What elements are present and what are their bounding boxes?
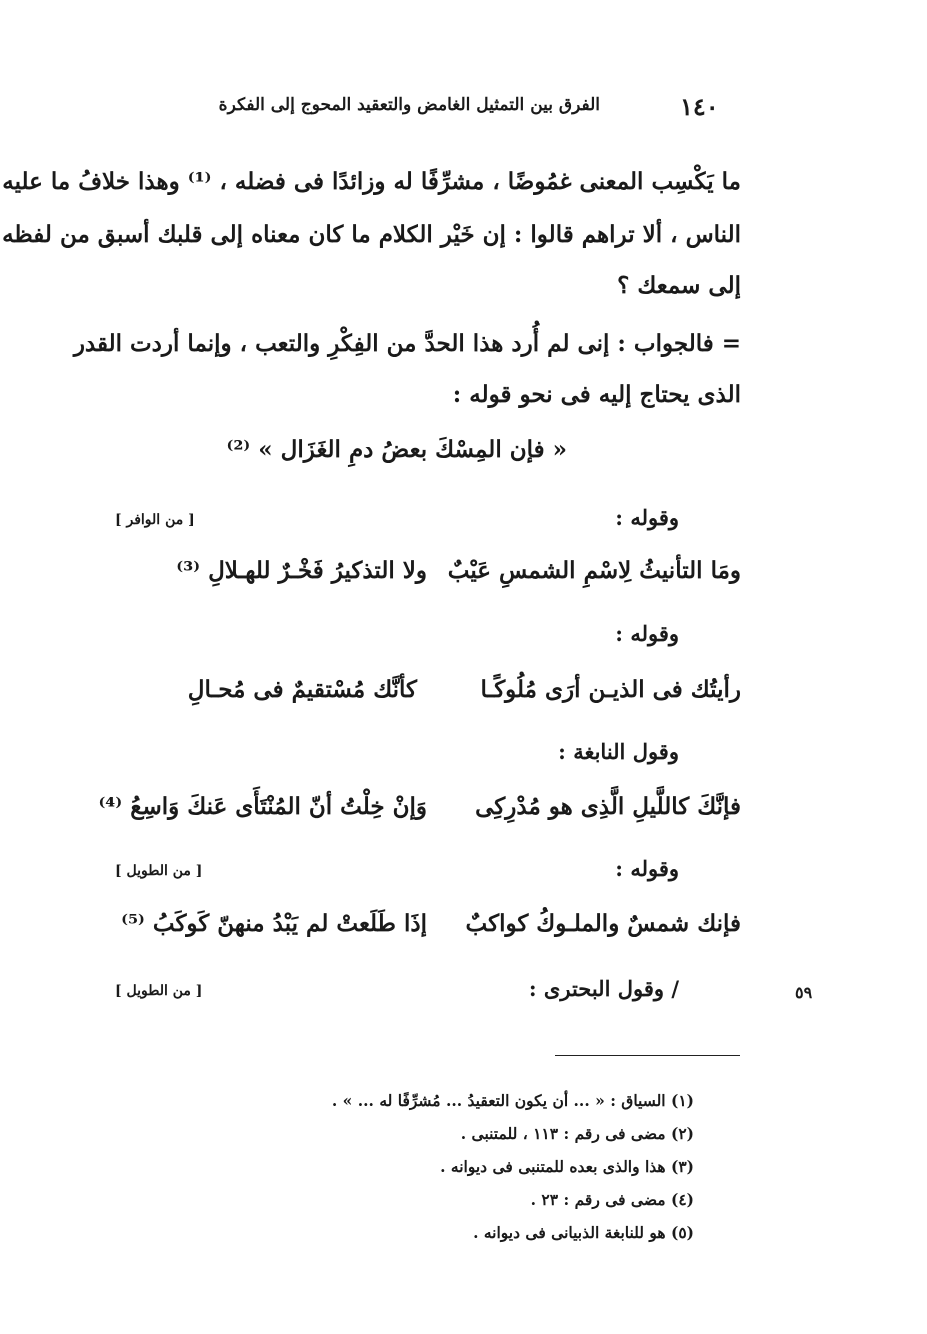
- first-hemistich: ومَا التأنيثُ لِاسْمِ الشمسِ عَيْبٌ: [447, 557, 741, 584]
- footnote-separator: [555, 1055, 740, 1056]
- first-hemistich: فإنك شمسٌ والملـوكُ كواكبٌ: [465, 910, 741, 937]
- footnote: (٢) مضى فى رقم : ١١٣ ، للمتنبى .: [460, 1124, 694, 1143]
- paragraph-line: ما يَكْسِب المعنى غمُوضًا ، مشرِّفًا له وزائدًا فى فضله ، ⁽¹⁾ وهذا خلافُ ما عليه: [2, 168, 741, 195]
- second-hemistich: وَإنْ خِلْتُ أنّ المُنْتَأَى عَنكَ وَاسِعُ ⁽⁴⁾: [98, 793, 427, 820]
- verse-intro: وقوله :: [615, 505, 679, 530]
- paragraph-line: الناس ، ألا تراهم قالوا : إن خَيْر الكلام ما كان معناه إلى قلبك أسبق من لفظه: [2, 221, 741, 248]
- meter-label: [ من الطويل ]: [115, 983, 203, 999]
- verse-quote: « فإن المِسْكَ بعضُ دمِ الغَزَال » ⁽²⁾: [226, 436, 567, 463]
- meter-label: [ من الوافر ]: [115, 512, 195, 528]
- meter-label: [ من الطويل ]: [115, 863, 203, 879]
- paragraph-line: الذى يحتاج إليه فى نحو قوله :: [452, 381, 741, 408]
- footnote: (٣) هذا والذى بعده للمتنبى فى ديوانه .: [440, 1157, 694, 1176]
- first-hemistich: رأيتُك فى الذيـن أرَى مُلُوكًـا: [480, 676, 741, 703]
- page-number: ١٤٠: [680, 92, 719, 121]
- paragraph-line: = فالجواب : إنى لم أُرد هذا الحدَّ من الفِكْرِ والتعب ، وإنما أردت القدر: [73, 330, 741, 357]
- footnote: (٤) مضى فى رقم : ٢٣ .: [530, 1190, 694, 1209]
- running-title: الفرق بين التمثيل الغامض والتعقيد المحوج إلى الفكرة: [218, 95, 600, 115]
- paragraph-line: إلى سمعك ؟: [617, 272, 741, 299]
- footnote: (١) السياق : « ... أن يكون التعقيدُ ... مُشرِّفًا له ... » .: [331, 1091, 694, 1110]
- second-hemistich: كأنَّك مُسْتقيمٌ فى مُحـالِ: [187, 676, 417, 703]
- margin-reference: ٥٩: [795, 983, 813, 1002]
- verse-intro: وقول النابغة :: [558, 739, 679, 764]
- verse-intro: وقوله :: [615, 621, 679, 646]
- footnote: (٥) هو للنابغة الذبيانى فى ديوانه .: [473, 1223, 694, 1242]
- verse-intro: / وقول البحترى :: [528, 976, 679, 1001]
- second-hemistich: إذَا طَلَعتْ لم يَبْدُ منهنّ كَوكَبُ ⁽⁵⁾: [121, 910, 427, 937]
- first-hemistich: فإنَّكَ كاللَّيلِ الَّذِى هو مُدْرِكِى: [475, 793, 741, 820]
- second-hemistich: ولا التذكيرُ فَخْـرٌ للهـلالِ ⁽³⁾: [176, 557, 427, 584]
- verse-intro: وقوله :: [615, 856, 679, 881]
